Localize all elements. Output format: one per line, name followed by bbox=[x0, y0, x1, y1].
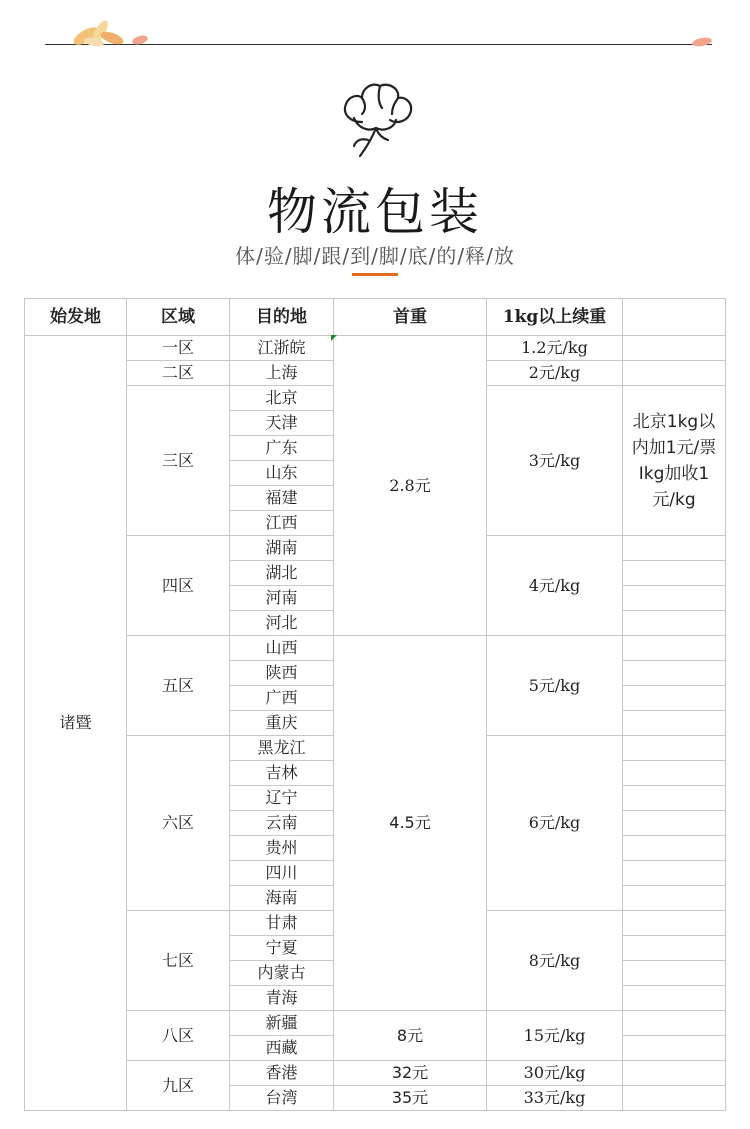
extra-weight-cell: 3元/kg bbox=[487, 386, 623, 536]
destination-cell: 新疆 bbox=[230, 1011, 334, 1036]
column-header: 1kg以上续重 bbox=[487, 299, 623, 336]
destination-cell: 福建 bbox=[230, 486, 334, 511]
destination-cell: 香港 bbox=[230, 1061, 334, 1086]
zone-cell: 一区 bbox=[127, 336, 230, 361]
extra-weight-cell: 30元/kg bbox=[487, 1061, 623, 1086]
destination-cell: 山西 bbox=[230, 636, 334, 661]
column-header: 区域 bbox=[127, 299, 230, 336]
note-empty-cell bbox=[623, 561, 726, 586]
destination-cell: 湖南 bbox=[230, 536, 334, 561]
zone-cell: 八区 bbox=[127, 1011, 230, 1061]
zone-cell: 九区 bbox=[127, 1061, 230, 1111]
destination-cell: 河南 bbox=[230, 586, 334, 611]
accent-bar bbox=[352, 273, 398, 276]
destination-cell: 广西 bbox=[230, 686, 334, 711]
extra-weight-cell: 6元/kg bbox=[487, 736, 623, 911]
note-empty-cell bbox=[623, 911, 726, 936]
leaf-icon bbox=[130, 34, 150, 46]
zone-cell: 六区 bbox=[127, 736, 230, 911]
column-header: 目的地 bbox=[230, 299, 334, 336]
column-header bbox=[623, 299, 726, 336]
autumn-leaves-icon bbox=[68, 14, 128, 48]
destination-cell: 河北 bbox=[230, 611, 334, 636]
note-empty-cell bbox=[623, 861, 726, 886]
cell-comment-marker bbox=[331, 335, 337, 341]
shipping-rate-table bbox=[24, 298, 726, 1111]
destination-cell: 甘肃 bbox=[230, 911, 334, 936]
leaf-icon bbox=[690, 36, 714, 48]
extra-weight-cell: 8元/kg bbox=[487, 911, 623, 1011]
zone-cell: 七区 bbox=[127, 911, 230, 1011]
first-weight-cell: 4.5元 bbox=[334, 636, 487, 1011]
destination-cell: 贵州 bbox=[230, 836, 334, 861]
table-row bbox=[25, 1061, 726, 1086]
note-empty-cell bbox=[623, 686, 726, 711]
page-title: 物流包装 bbox=[267, 183, 483, 241]
table-row bbox=[25, 336, 726, 361]
cotton-flower-icon bbox=[332, 78, 418, 162]
destination-cell: 黑龙江 bbox=[230, 736, 334, 761]
zone-cell: 四区 bbox=[127, 536, 230, 636]
note-empty-cell bbox=[623, 986, 726, 1011]
destination-cell: 宁夏 bbox=[230, 936, 334, 961]
note-empty-cell bbox=[623, 586, 726, 611]
note-empty-cell bbox=[623, 886, 726, 911]
destination-cell: 云南 bbox=[230, 811, 334, 836]
note-empty-cell bbox=[623, 636, 726, 661]
note-empty-cell bbox=[623, 811, 726, 836]
extra-weight-cell: 1.2元/kg bbox=[487, 336, 623, 361]
note-empty-cell bbox=[623, 786, 726, 811]
destination-cell: 内蒙古 bbox=[230, 961, 334, 986]
destination-cell: 湖北 bbox=[230, 561, 334, 586]
destination-cell: 吉林 bbox=[230, 761, 334, 786]
note-empty-cell bbox=[623, 1086, 726, 1111]
destination-cell: 广东 bbox=[230, 436, 334, 461]
zone-cell: 五区 bbox=[127, 636, 230, 736]
extra-weight-cell: 5元/kg bbox=[487, 636, 623, 736]
note-empty-cell bbox=[623, 736, 726, 761]
destination-cell: 台湾 bbox=[230, 1086, 334, 1111]
extra-weight-cell: 33元/kg bbox=[487, 1086, 623, 1111]
destination-cell: 山东 bbox=[230, 461, 334, 486]
note-empty-cell bbox=[623, 936, 726, 961]
first-weight-cell: 2.8元 bbox=[334, 336, 487, 636]
note-empty-cell bbox=[623, 611, 726, 636]
table-row bbox=[25, 1011, 726, 1036]
extra-weight-cell: 15元/kg bbox=[487, 1011, 623, 1061]
note-empty-cell bbox=[623, 961, 726, 986]
destination-cell: 辽宁 bbox=[230, 786, 334, 811]
origin-cell: 诸暨 bbox=[25, 336, 127, 1111]
zone-cell: 三区 bbox=[127, 386, 230, 536]
destination-cell: 海南 bbox=[230, 886, 334, 911]
first-weight-cell: 35元 bbox=[334, 1086, 487, 1111]
note-empty-cell bbox=[623, 661, 726, 686]
destination-cell: 北京 bbox=[230, 386, 334, 411]
destination-cell: 陕西 bbox=[230, 661, 334, 686]
destination-cell: 西藏 bbox=[230, 1036, 334, 1061]
first-weight-cell: 32元 bbox=[334, 1061, 487, 1086]
zone-cell: 二区 bbox=[127, 361, 230, 386]
destination-cell: 江西 bbox=[230, 511, 334, 536]
destination-cell: 江浙皖 bbox=[230, 336, 334, 361]
first-weight-cell: 8元 bbox=[334, 1011, 487, 1061]
table-header-row bbox=[25, 299, 726, 336]
page-subtitle: 体/验/脚/跟/到/脚/底/的/释/放 bbox=[235, 244, 515, 268]
destination-cell: 天津 bbox=[230, 411, 334, 436]
note-empty-cell bbox=[623, 361, 726, 386]
note-empty-cell bbox=[623, 1036, 726, 1061]
column-header: 首重 bbox=[334, 299, 487, 336]
note-empty-cell bbox=[623, 836, 726, 861]
note-empty-cell bbox=[623, 536, 726, 561]
destination-cell: 重庆 bbox=[230, 711, 334, 736]
extra-weight-cell: 4元/kg bbox=[487, 536, 623, 636]
note-empty-cell bbox=[623, 1011, 726, 1036]
note-empty-cell bbox=[623, 1061, 726, 1086]
destination-cell: 青海 bbox=[230, 986, 334, 1011]
note-empty-cell bbox=[623, 711, 726, 736]
destination-cell: 四川 bbox=[230, 861, 334, 886]
destination-cell: 上海 bbox=[230, 361, 334, 386]
note-empty-cell bbox=[623, 761, 726, 786]
table-row bbox=[25, 636, 726, 661]
beijing-note-cell: 北京1kg以内加1元/票Ikg加收1元/kg bbox=[623, 386, 726, 536]
column-header: 始发地 bbox=[25, 299, 127, 336]
extra-weight-cell: 2元/kg bbox=[487, 361, 623, 386]
note-empty-cell bbox=[623, 336, 726, 361]
